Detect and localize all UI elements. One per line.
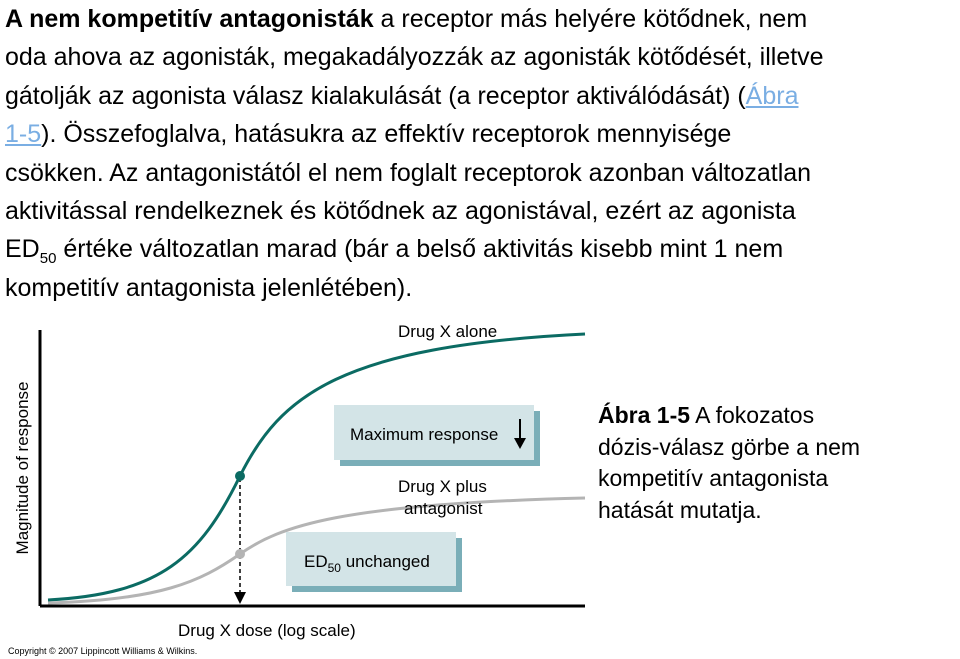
caption-line-2: dózis-válasz görbe a nem xyxy=(598,433,861,460)
figure-link-part2[interactable]: 1-5 xyxy=(5,120,42,149)
paragraph-line-8: kompetitív antagonista jelenlétében). xyxy=(5,273,413,302)
x-axis-label: Drug X dose (log scale) xyxy=(178,621,356,640)
ed50-arrow-head xyxy=(234,592,246,604)
label-ed50-unchanged: $ED_{50}$ unchanged xyxy=(304,552,430,575)
caption-line-1: Ábra 1-5 A fokozatos xyxy=(598,402,815,428)
copyright-text: Copyright © 2007 Lippincott Williams & Wilkins. xyxy=(8,646,198,656)
caption-line-4: hatását mutatja. xyxy=(598,496,762,523)
label-maximum-response: Maximum response xyxy=(350,425,499,444)
paragraph-line-5: csökken. Az antagonistától el nem foglalt receptorok azonban változatlan xyxy=(5,158,812,187)
figure-caption xyxy=(598,400,938,526)
main-paragraph xyxy=(5,0,955,307)
y-axis-label: Magnitude of response xyxy=(13,381,32,555)
paragraph-line-2: oda ahova az agonisták, megakadályozzák az agonisták kötődését, illetve xyxy=(5,43,824,72)
label-drug-x-alone: Drug X alone xyxy=(398,322,498,341)
paragraph-line-6: aktivitással rendelkeznek és kötődnek az agonistával, ezért az agonista xyxy=(5,197,796,226)
paragraph-lead-bold: A nem kompetitív antagonisták xyxy=(5,5,374,33)
paragraph-line-3: gátolják az agonista válasz kialakulását (a receptor aktiválódását) (Ábra xyxy=(5,81,799,110)
label-antagonist: antagonist xyxy=(404,499,483,518)
ed50-point-drug-plus-antagonist xyxy=(235,549,245,559)
ed50-point-drug-alone xyxy=(235,471,245,481)
paragraph-line-1: A nem kompetitív antagonisták a receptor más helyére kötődnek, nem xyxy=(5,5,808,33)
paragraph-line-4: 1-5). Összefoglalva, hatásukra az effektív receptorok mennyisége xyxy=(5,120,732,149)
caption-line-3: kompetitív antagonista xyxy=(598,465,829,491)
figure-link-part1[interactable]: Ábra xyxy=(745,81,799,110)
label-drug-x-plus: Drug X plus xyxy=(398,477,487,496)
caption-figure-number: Ábra 1-5 xyxy=(598,402,691,428)
paragraph-line-7: $ED_{50}$ értéke változatlan marad (bár a belső aktivitás kisebb mint 1 nem xyxy=(5,235,784,268)
